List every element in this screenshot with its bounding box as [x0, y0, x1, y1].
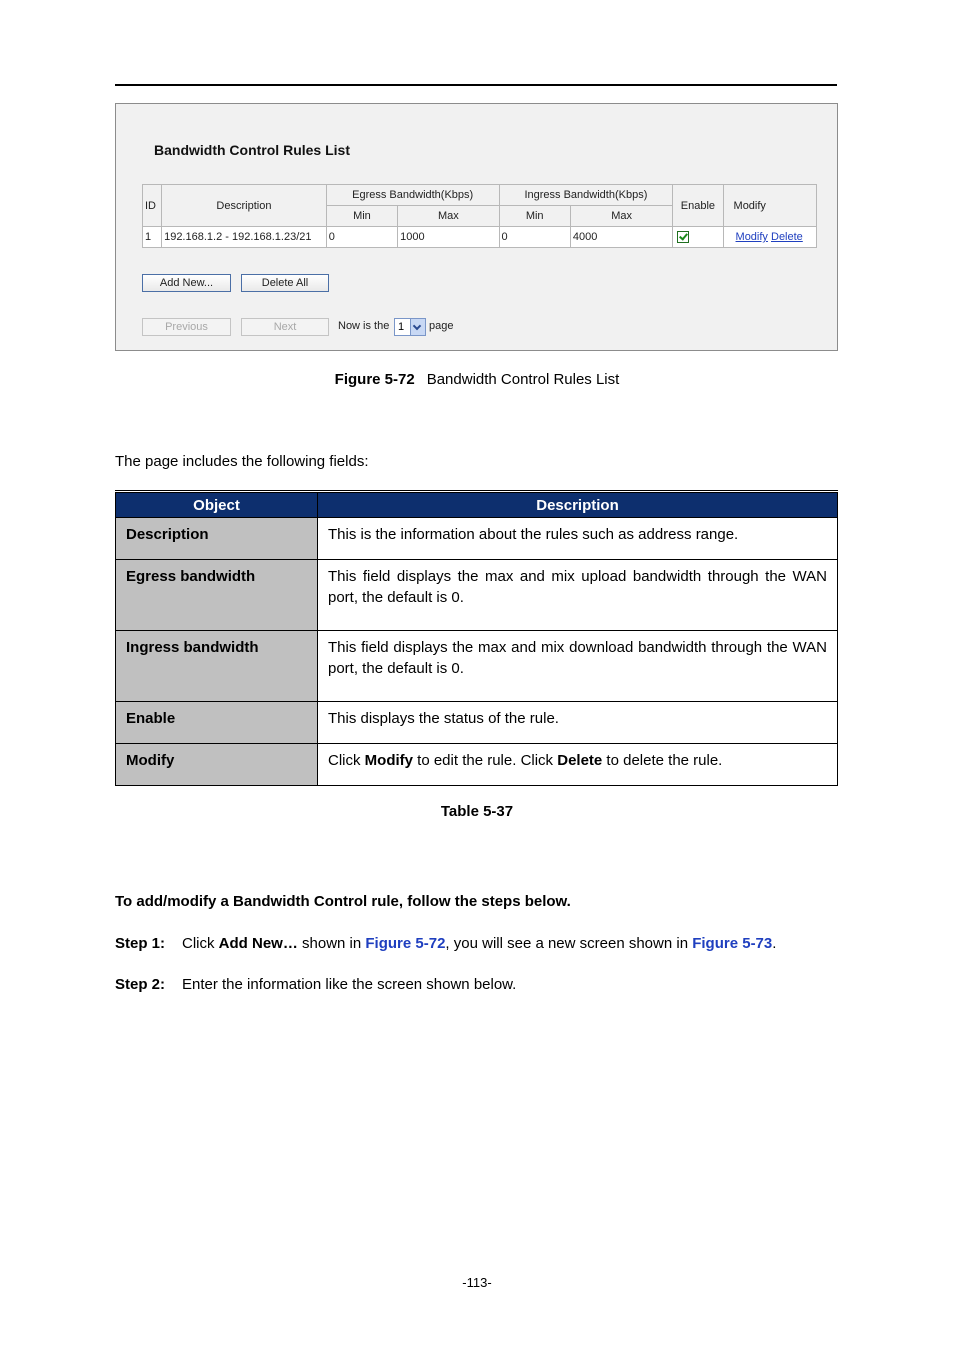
header-rule: [115, 84, 837, 86]
step-2-label: Step 2:: [115, 976, 166, 993]
field-object: Egress bandwidth: [116, 560, 318, 631]
field-description: This field displays the max and mix download bandwidth through the WAN port, the default is 0.: [318, 631, 838, 702]
table-row: [116, 631, 838, 702]
previous-button[interactable]: Previous: [142, 318, 231, 336]
figure-5-72-link[interactable]: Figure 5-72: [365, 935, 446, 952]
page-number: -113-: [462, 1275, 492, 1290]
field-description: Click Modify to edit the rule. Click Delete to delete the rule.: [318, 744, 838, 786]
col-header-egress-max: Max: [398, 206, 499, 227]
col-header-enable: Enable: [673, 185, 723, 227]
cell-id: 1: [143, 227, 162, 248]
cell-egress-min: 0: [326, 227, 397, 248]
col-header-ingress-min: Min: [499, 206, 570, 227]
page-select-value: 1: [398, 321, 405, 333]
table-row: [143, 227, 817, 248]
step-1-label: Step 1:: [115, 935, 166, 952]
fields-header-object: Object: [116, 492, 318, 518]
field-object: Ingress bandwidth: [116, 631, 318, 702]
add-new-button[interactable]: Add New...: [142, 274, 231, 292]
fields-table: [115, 490, 838, 786]
col-header-modify: Modify: [723, 185, 816, 227]
delete-link[interactable]: Delete: [771, 231, 803, 243]
field-object: Modify: [116, 744, 318, 786]
rules-list-title: Bandwidth Control Rules List: [154, 142, 350, 158]
fields-header-description: Description: [318, 492, 838, 518]
pager-suffix: page: [429, 320, 454, 332]
rules-list-screenshot: [115, 103, 838, 351]
intro-text: The page includes the following fields:: [115, 453, 369, 470]
table-row: [116, 518, 838, 560]
step-2: [115, 976, 516, 993]
table-row: [116, 560, 838, 631]
rules-table: [142, 184, 817, 248]
col-header-ingress-max: Max: [570, 206, 672, 227]
table-caption: Table 5-37: [440, 803, 514, 820]
field-description: This displays the status of the rule.: [318, 702, 838, 744]
field-description: This field displays the max and mix upload bandwidth through the WAN port, the default is 0.: [318, 560, 838, 631]
modify-link[interactable]: Modify: [735, 231, 768, 243]
cell-ingress-max: 4000: [570, 227, 672, 248]
page-select[interactable]: [394, 318, 426, 336]
field-object: Enable: [116, 702, 318, 744]
table-row: [116, 744, 838, 786]
field-object: Description: [116, 518, 318, 560]
field-description: This is the information about the rules such as address range.: [318, 518, 838, 560]
steps-heading: To add/modify a Bandwidth Control rule, follow the steps below.: [115, 893, 571, 910]
table-row: [116, 702, 838, 744]
cell-ingress-min: 0: [499, 227, 570, 248]
cell-modify: [723, 227, 816, 248]
step-2-text: Enter the information like the screen shown below.: [182, 976, 517, 993]
figure-label: Figure 5-72: [334, 371, 415, 388]
chevron-down-icon: [410, 319, 425, 335]
figure-title: Bandwidth Control Rules List: [426, 371, 620, 388]
next-button[interactable]: Next: [241, 318, 329, 336]
col-header-ingress: Ingress Bandwidth(Kbps): [499, 185, 673, 206]
figure-caption: [0, 371, 954, 388]
col-header-egress: Egress Bandwidth(Kbps): [326, 185, 499, 206]
step-1: Step 1: Click Add New… shown in Figure 5-72, you will see a new screen shown in Figure 5-73.: [115, 935, 777, 952]
col-header-id: ID: [143, 185, 162, 227]
figure-5-73-link[interactable]: Figure 5-73: [692, 935, 773, 952]
cell-egress-max: 1000: [398, 227, 499, 248]
col-header-description: Description: [162, 185, 327, 227]
delete-all-button[interactable]: Delete All: [241, 274, 329, 292]
cell-enable: [673, 227, 723, 248]
col-header-egress-min: Min: [326, 206, 397, 227]
pager-prefix: Now is the: [338, 320, 390, 332]
enable-checkbox[interactable]: [677, 231, 689, 243]
cell-description: 192.168.1.2 - 192.168.1.23/21: [162, 227, 327, 248]
